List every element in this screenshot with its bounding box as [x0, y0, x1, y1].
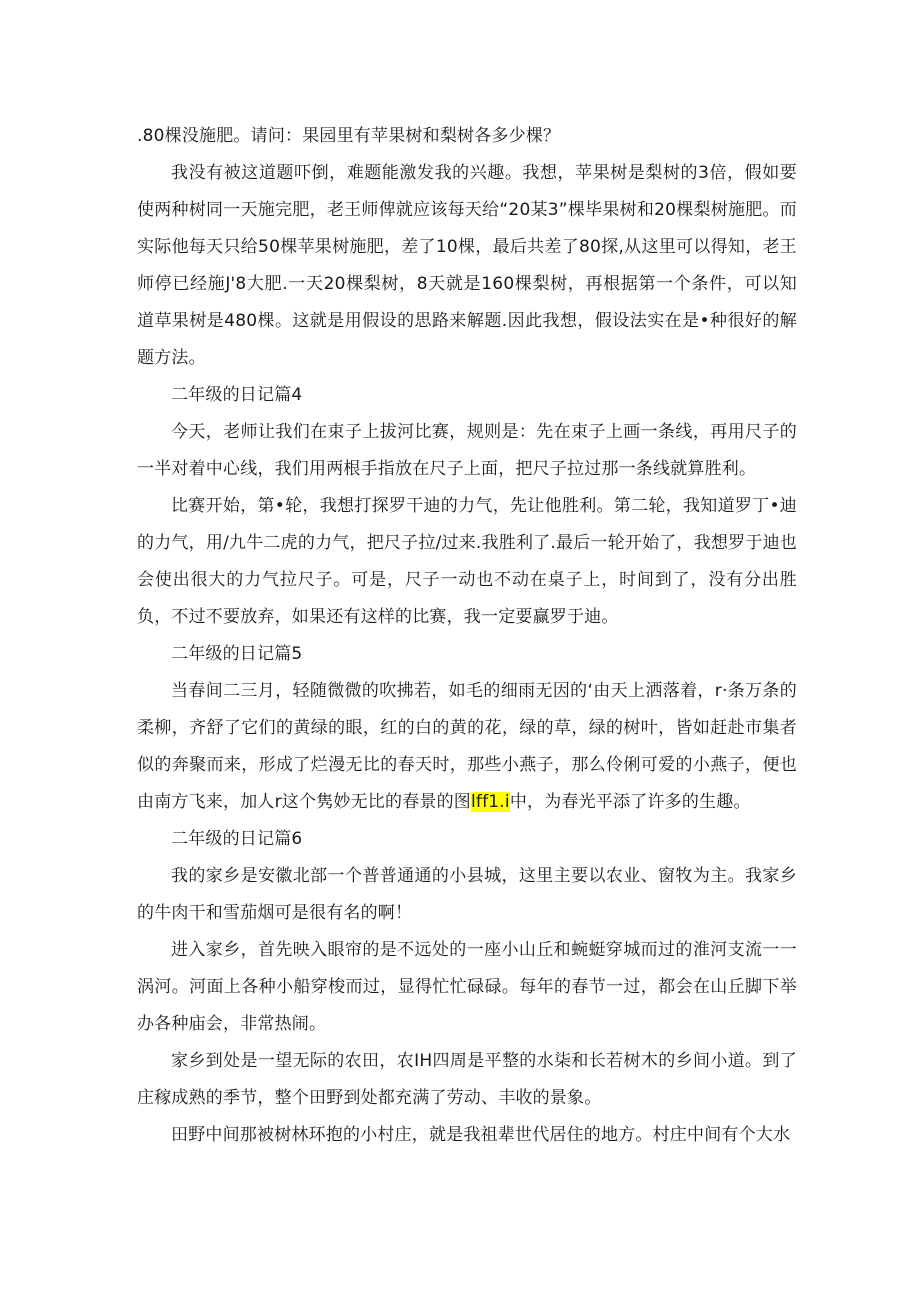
paragraph-hometown-fields: 家乡到处是一望无际的农田，农IH四周是平整的水柒和长若树木的乡间小道。到了庄稼成熟的季节，整个田野到处都充满了劳动、丰收的景象。 [137, 1051, 797, 1108]
highlighted-text: lff1.i [471, 792, 510, 812]
spring-text-part-1: 当春间二三月，轻随微微的吹拂若，如毛的细雨无因的‘由天上洒落着，r·条万条的柔柳，齐舒了它们的黄绿的眼，红的白的黄的花，绿的草，绿的树叶，皆如赶赴市集者似的奔聚而来，形成了烂漫无比的春天时，那些小燕子，那么伶俐可爱的小燕子，便也由南方飞来，加人r这个隽妙无比的春景的图 [137, 681, 797, 812]
diary-heading-6: 二年级的日记篇6 [171, 829, 303, 849]
paragraph-hometown-river: 进入家乡，首先映入眼帘的是不远处的一座小山丘和蜿蜓穿城而过的淮河支流一一涡河。河面上各种小船穿梭而过，显得忙忙碌碌。每年的春节一过，都会在山丘脚下举办各种庙会，非常热闹。 [137, 940, 797, 1034]
spring-text-part-2: 中，为春光平添了许多的生趣。 [509, 792, 751, 812]
diary-heading-4: 二年级的日记篇4 [171, 385, 303, 405]
document-body [137, 118, 797, 1154]
paragraph-hometown-village: 田野中间那被树林环抱的小村庄，就是我祖辈世代居住的地方。村庄中间有个大水 [171, 1125, 791, 1145]
diary-heading-5: 二年级的日记篇5 [171, 644, 303, 664]
paragraph-spring-swallows [137, 673, 797, 821]
paragraph-solution: 我没有被这道题吓倒，难题能激发我的兴趣。我想，苹果树是梨树的3倍，假如要使两种树同一天施完肥，老王师俾就应该每天给“20某3”棵毕果树和20棵梨树施肥。而实际他每天只给50棵苹果树施肥，差了10棵，最后共差了80探,从这里可以得知，老王师停已经施J'8大肥.一天20棵梨树，8天就是160棵梨树，再根据第一个条件，可以知道草果树是480棵。这就是用假设的思路来解题.因此我想，假设法实在是•种很好的解题方法。 [137, 163, 797, 368]
paragraph-tug-of-war-rules: 今天，老师让我们在束子上拔河比赛，规则是：先在束子上画一条线，再用尺子的一半对着中心线，我们用两根手指放在尺子上面，把尺子拉过那一条线就算胜利。 [137, 422, 797, 479]
paragraph-continuation: .80棵没施肥。请问：果园里有苹果树和梨树各多少棵？ [137, 126, 561, 146]
paragraph-hometown-intro: 我的家乡是安徽北部一个普普通通的小县城，这里主要以农业、窗牧为主。我家乡的牛肉干和雪茄烟可是很有名的啊！ [137, 866, 797, 923]
paragraph-tug-of-war-match: 比赛开始，第•轮，我想打探罗干迪的力气，先让他胜利。第二轮，我知道罗丁•迪的力气，用/九牛二虎的力气，把尺子拉/过来.我胜利了.最后一轮开始了，我想罗于迪也会使出很大的力气拉尺子。可是，尺子一动也不动在桌子上，时间到了，没有分出胜负，不过不要放弃，如果还有这样的比赛，我一定要赢罗于迪。 [137, 496, 797, 627]
